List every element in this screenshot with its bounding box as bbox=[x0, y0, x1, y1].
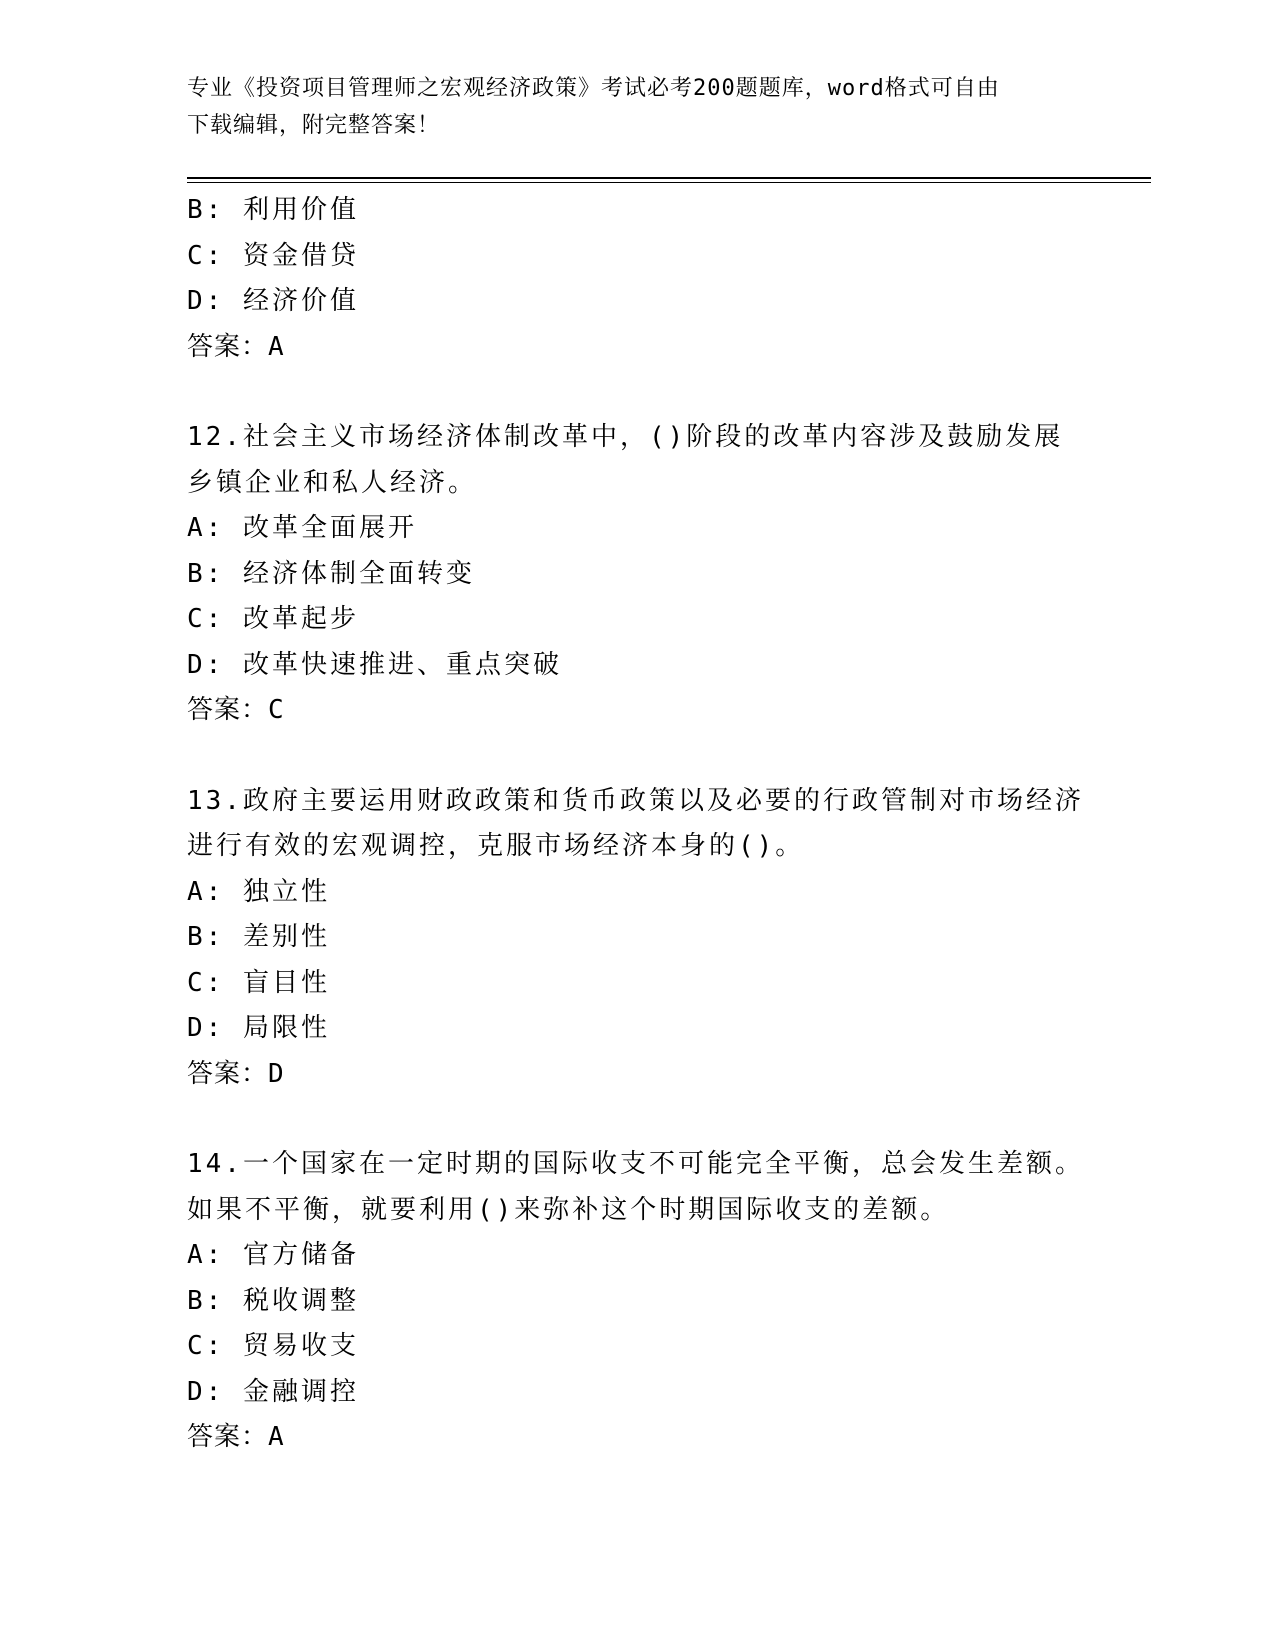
option-d: D: 经济价值 bbox=[187, 286, 359, 316]
option-d: D: 改革快速推进、重点突破 bbox=[187, 649, 562, 680]
answer-value: C bbox=[268, 695, 285, 725]
question-14 bbox=[187, 1142, 1087, 1461]
answer-value: A bbox=[268, 1422, 285, 1452]
answer-label: 答案： bbox=[187, 1422, 269, 1452]
option-b: B: 税收调整 bbox=[187, 1285, 359, 1316]
answer-label: 答案： bbox=[187, 331, 269, 362]
option-d: D: 金融调控 bbox=[187, 1376, 359, 1407]
option-d: D: 局限性 bbox=[187, 1013, 330, 1043]
option-b: B: 差别性 bbox=[187, 922, 330, 952]
answer-line bbox=[187, 688, 1087, 734]
answer-label: 答案： bbox=[187, 1058, 269, 1089]
option-c: C: 盲目性 bbox=[187, 967, 330, 998]
question-12 bbox=[187, 415, 1087, 734]
question-stem: 13.政府主要运用财政政策和货币政策以及必要的行政管制对市场经济进行有效的宏观调控，克服市场经济本身的()。 bbox=[187, 785, 1084, 861]
answer-line bbox=[187, 1415, 1087, 1461]
option-c: C: 资金借贷 bbox=[187, 240, 359, 271]
question-stem: 14.一个国家在一定时期的国际收支不可能完全平衡，总会发生差额。如果不平衡，就要利用()来弥补这个时期国际收支的差额。 bbox=[187, 1149, 1084, 1225]
question-list bbox=[187, 188, 1087, 1506]
option-c: C: 改革起步 bbox=[187, 604, 359, 634]
question-13 bbox=[187, 779, 1087, 1098]
answer-line bbox=[187, 325, 1087, 371]
option-b: B: 利用价值 bbox=[187, 195, 359, 225]
answer-value: D bbox=[268, 1058, 285, 1089]
header-rule-thin bbox=[187, 182, 1151, 183]
document-header bbox=[187, 70, 1087, 144]
header-line-1: 专业《投资项目管理师之宏观经济政策》考试必考200题题库，word格式可自由 bbox=[187, 76, 1000, 101]
answer-line bbox=[187, 1052, 1087, 1098]
answer-label: 答案： bbox=[187, 695, 269, 725]
question-stem: 12.社会主义市场经济体制改革中，()阶段的改革内容涉及鼓励发展乡镇企业和私人经济。 bbox=[187, 422, 1064, 498]
header-rule-thick bbox=[187, 177, 1151, 179]
option-a: A: 改革全面展开 bbox=[187, 513, 417, 543]
option-a: A: 独立性 bbox=[187, 876, 330, 907]
option-c: C: 贸易收支 bbox=[187, 1331, 359, 1361]
answer-value: A bbox=[268, 331, 285, 362]
option-b: B: 经济体制全面转变 bbox=[187, 558, 475, 589]
header-line-2: 下载编辑，附完整答案！ bbox=[187, 113, 441, 138]
question-11-fragment bbox=[187, 188, 1087, 370]
option-a: A: 官方储备 bbox=[187, 1240, 359, 1270]
